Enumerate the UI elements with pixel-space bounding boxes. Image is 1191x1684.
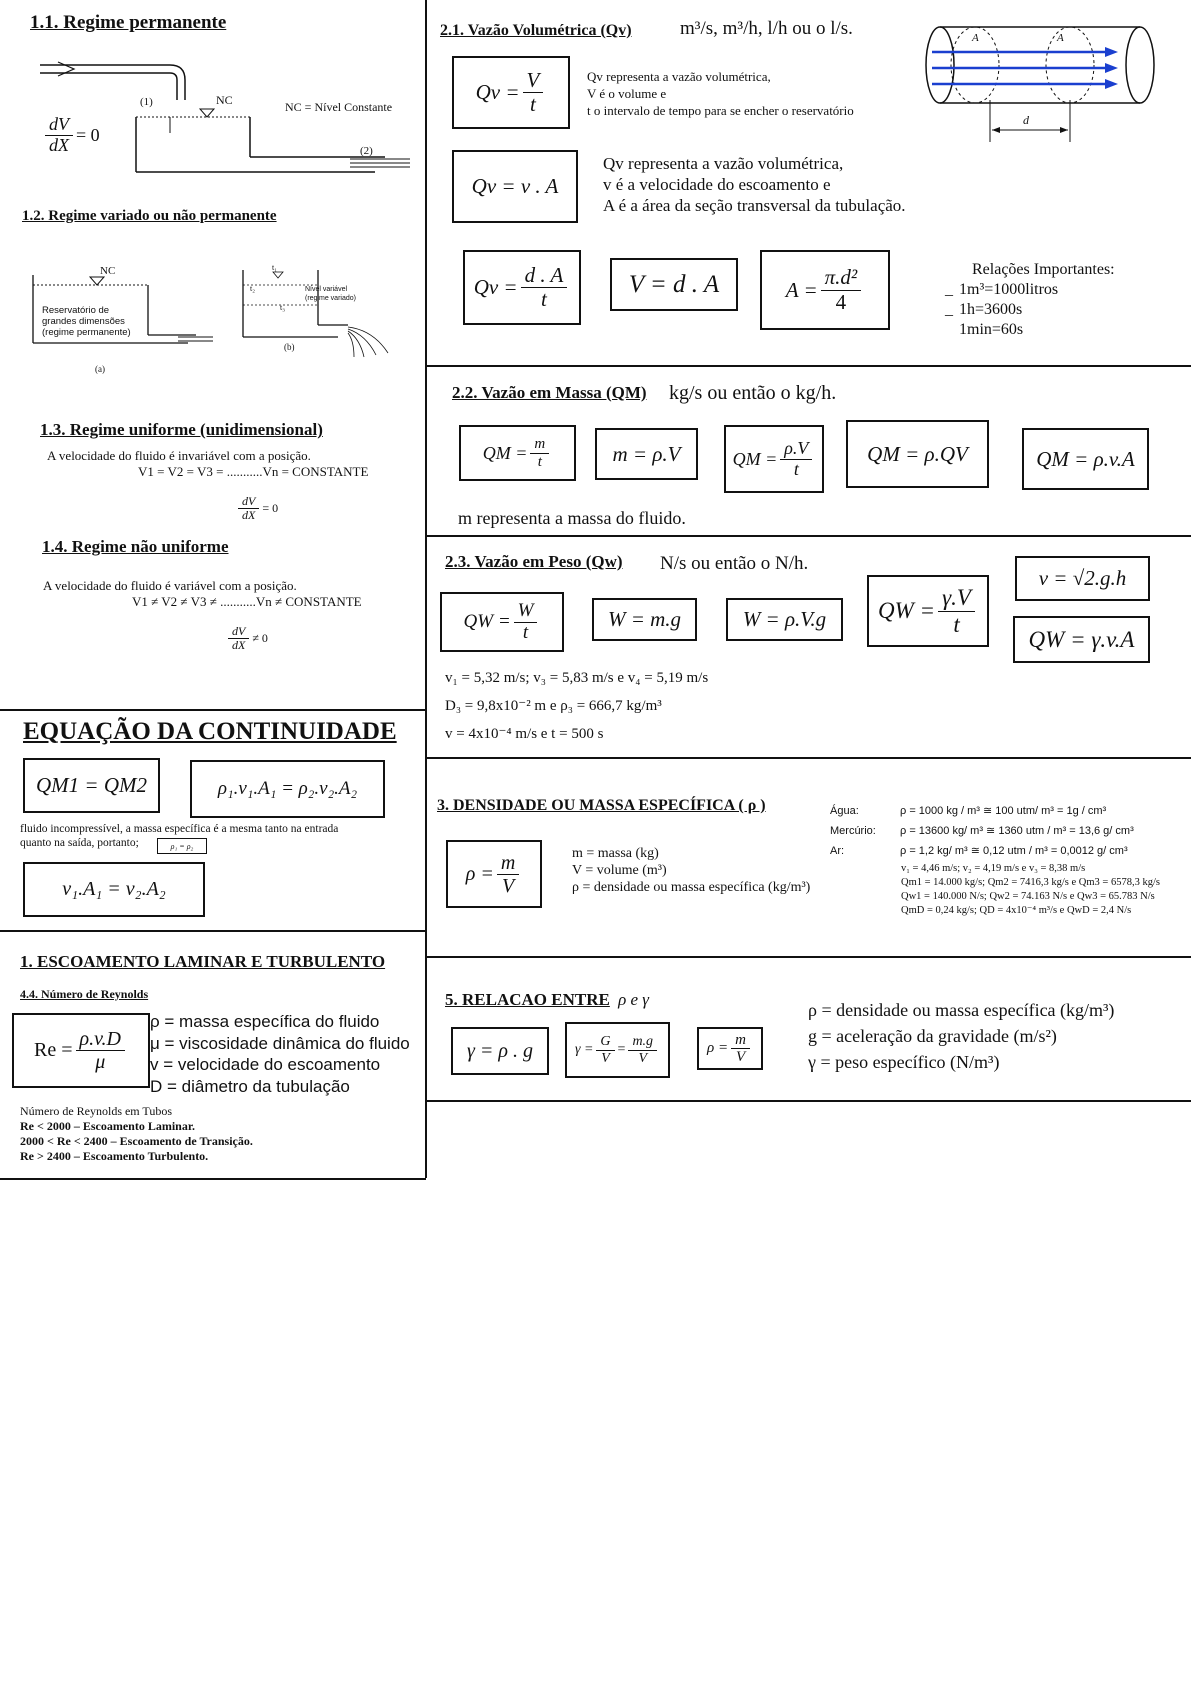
reynolds-def-rho: ρ = massa específica do fluido [150, 1012, 380, 1031]
section-title-5 [445, 990, 649, 1010]
section-title-5-text: 5. RELACAO ENTRE [445, 990, 610, 1009]
relation-def-g: g = aceleração da gravidade (m/s²) [808, 1026, 1057, 1046]
qw-eq4-lhs: QW = [878, 598, 936, 623]
qm-eq1-lhs: QM = [482, 442, 528, 463]
section-title-2-3: 2.3. Vazão em Peso (Qw) [445, 552, 623, 571]
area-eq-den: 4 [835, 289, 847, 314]
nc-label-1-2: NC [100, 265, 116, 277]
air-label: Ar: [830, 845, 845, 857]
section-title-2-1: 2.1. Vazão Volumétrica (Qv) [440, 22, 632, 39]
ratio-eq-lhs: γ = [574, 1042, 594, 1057]
density-ratio-eq [697, 1027, 763, 1070]
caption-a: (a) [95, 364, 105, 374]
qv-desc-2-line-2: v é a velocidade do escoamento e [603, 175, 831, 194]
reynolds-turbulent: Re > 2400 – Escoamento Turbulento. [20, 1149, 209, 1163]
reynolds-ranges [20, 1104, 253, 1164]
qv-eq1-lhs: Qv = [475, 80, 520, 104]
density-ratio-den: V [735, 1049, 746, 1065]
mass-units: kg/s ou então o kg/h. [669, 382, 837, 404]
weight-values [445, 664, 708, 748]
qw-eq1-lhs: QW = [463, 611, 511, 632]
exercise-values-4: QmD = 0,24 kg/s; QD = 4x10⁻⁴ m³/s e QwD = 2,4 N/s [901, 905, 1132, 916]
qw-eq1-num: W [514, 601, 538, 623]
qv-desc-1-line-1: Qv representa a vazão volumétrica, [587, 69, 771, 84]
ratio-eq-n2: m.g [628, 1034, 657, 1050]
relation-1: _ 1m³=1000litros [945, 281, 1059, 298]
qw-specific-weight-eq [867, 575, 989, 647]
mercury-label: Mercúrio: [830, 825, 876, 837]
fluid-densities [830, 801, 1134, 861]
relation-3-text: 1min=60s [959, 321, 1024, 338]
weight-mass-eq: W = m.g [592, 598, 697, 641]
qv-desc-2-line-1: Qv representa a vazão volumétrica, [603, 154, 844, 173]
density-eq-num: m [497, 852, 519, 875]
area-eq-num: π.d² [821, 266, 862, 290]
derivative-equation-1-4: $\frac{dV}{dX}$ ≠ 0 [225, 625, 268, 652]
density-equal-box: ρ₁ = ρ₂ [157, 838, 207, 854]
derivative-equation-1-1: $\frac{dV}{dX}$ = 0 [42, 115, 100, 156]
exercise-values-3: Qw1 = 140.000 N/s; Qw2 = 74.163 N/s e Qw3 = 65.783 N/s [901, 891, 1155, 902]
mercury-value: ρ = 13600 kg/ m³ ≅ 1360 utm / m³ = 13,6 g/ cm³ [900, 825, 1134, 837]
qv-eq1-den: t [530, 92, 536, 116]
qm-eq3-den: t [793, 458, 799, 479]
qv-eq3-den: t [541, 287, 547, 311]
density-def-v: V = volume (m³) [572, 863, 667, 878]
qw-eq4-den: t [953, 611, 960, 637]
relation-def-gamma: γ = peso específico (N/m³) [808, 1052, 1000, 1072]
qm-mass-time-eq [459, 425, 576, 481]
specific-weight-ratio-eq: γ = $\frac{G}{V}$ = $\frac{m.g}{V}$ [565, 1022, 670, 1078]
incompressible-note-2: quanto na saída, portanto; [20, 837, 139, 849]
reynolds-numerator: ρ.v.D [76, 1028, 125, 1051]
qw-eq4-num: γ.V [938, 585, 975, 611]
incompressible-note-1: fluido incompressível, a massa específica é a mesma tanto na entrada [20, 823, 339, 835]
volumetric-units: m³/s, m³/h, l/h ou o l/s. [680, 18, 853, 39]
uniform-line-2: V1 = V2 = V3 = ...........Vn = CONSTANTE [138, 464, 369, 479]
nonuniform-line-2: V1 ≠ V2 ≠ V3 ≠ ...........Vn ≠ CONSTANTE [132, 594, 362, 609]
t2-label: t₂ [250, 284, 256, 293]
vertical-divider [425, 0, 427, 1178]
uniform-line-1: A velocidade do fluido é invariável com a posição. [47, 448, 311, 463]
relation-def-rho: ρ = densidade ou massa específica (kg/m³) [808, 1000, 1115, 1020]
right-divider-4 [426, 956, 1191, 958]
qv-velocity-area-eq: Qv = v . A [452, 150, 578, 223]
density-eq-den: V [501, 874, 515, 897]
density-def-m: m = massa (kg) [572, 846, 659, 861]
qv-desc-2 [603, 153, 906, 216]
left-divider-2 [0, 930, 426, 932]
weight-values-line-3: v = 4x10⁻⁴ m/s e t = 500 s [445, 726, 604, 742]
continuity-eq-mass: QM1 = QM2 [23, 758, 160, 813]
mass-note: m representa a massa do fluido. [458, 508, 686, 528]
qv-eq1-num: V [523, 69, 544, 93]
qv-distance-eq [463, 250, 581, 325]
left-divider-3 [0, 1178, 426, 1180]
reynolds-def-mu: μ = viscosidade dinâmica do fluido [150, 1033, 410, 1053]
reynolds-tubes-heading: Número de Reynolds em Tubos [20, 1104, 173, 1118]
t3-label: t₃ [280, 303, 286, 312]
right-divider-3 [426, 757, 1191, 759]
relation-3 [959, 320, 1115, 340]
section-title-2-2: 2.2. Vazão em Massa (QM) [452, 383, 647, 402]
right-divider-1 [426, 365, 1191, 367]
section-title-1-4: 1.4. Regime não uniforme [42, 537, 229, 556]
density-air [830, 841, 1134, 861]
torricelli-eq: v = √2.g.h [1015, 556, 1150, 601]
important-relations [945, 260, 1115, 340]
exercise-values-1: v₁ = 4,46 m/s; v₂ = 4,19 m/s e v₃ = 8,38 m/s [901, 863, 1086, 874]
exercise-values-2: Qm1 = 14.000 kg/s; Qm2 = 7416,3 kg/s e Qm3 = 6578,3 kg/s [901, 877, 1160, 888]
qv-desc-1-line-2: V é o volume e [587, 86, 667, 101]
pipe-diagram [920, 20, 1165, 145]
water-label: Água: [830, 805, 859, 817]
qm-eq3-lhs: QM = [732, 448, 778, 469]
continuity-eq-velocity: v₁.A₁ = v₂.A₂ [23, 862, 205, 917]
qw-weight-time-eq [440, 592, 564, 652]
reynolds-denominator: μ [95, 1051, 106, 1073]
relation-1-text: 1m³=1000litros [959, 281, 1059, 298]
pipe-label-a1: A [972, 32, 979, 44]
weight-density-eq: W = ρ.V.g [726, 598, 843, 641]
qw-velocity-area-eq: QW = γ.v.A [1013, 616, 1150, 663]
variable-level-caption-1: Nível variável [305, 286, 348, 293]
qm-density-qv-eq: QM = ρ.QV [846, 420, 989, 488]
ratio-eq-n1: G [596, 1034, 614, 1050]
continuity-title: EQUAÇÃO DA CONTINUIDADE [23, 718, 397, 745]
section-title-3: 3. DENSIDADE OU MASSA ESPECÍFICA ( ρ ) [437, 797, 766, 814]
ratio-eq-d1: V [601, 1050, 610, 1066]
reservoir-caption-3: (regime permanente) [42, 327, 131, 338]
reynolds-transition: 2000 < Re < 2400 – Escoamento de Transição. [20, 1134, 253, 1148]
qm-density-volume-eq [724, 425, 824, 493]
qv-eq3-num: d . A [521, 264, 568, 288]
weight-values-line-1: v₁ = 5,32 m/s; v₃ = 5,83 m/s e v₄ = 5,19 m/s [445, 670, 709, 686]
qm-density-velocity-area-eq: QM = ρ.v.A [1022, 428, 1149, 490]
density-ratio-num: m [731, 1032, 750, 1050]
qm-eq3-num: ρ.V [780, 439, 812, 460]
left-divider-1 [0, 709, 426, 711]
area-eq [760, 250, 890, 330]
t1-label: t₁ [272, 263, 278, 272]
density-eq-lhs: ρ = [465, 862, 494, 885]
density-ratio-lhs: ρ = [707, 1040, 729, 1056]
pipe-label-a2: A [1057, 32, 1064, 44]
reynolds-subtitle: 4.4. Número de Reynolds [20, 987, 149, 1001]
density-definitions [572, 845, 810, 896]
reynolds-def-v: v = velocidade do escoamento [150, 1055, 381, 1074]
point-1-label: (1) [140, 96, 153, 108]
density-def-rho: ρ = densidade ou massa específica (kg/m³) [572, 880, 811, 895]
relations-title: Relações Importantes: [972, 261, 1115, 278]
section-title-1-1: 1.1. Regime permanente [30, 12, 227, 33]
weight-units: N/s ou então o N/h. [660, 553, 809, 574]
qw-eq1-den: t [522, 621, 529, 643]
volume-distance-eq: V = d . A [610, 258, 738, 311]
section-title-1: 1. ESCOAMENTO LAMINAR E TURBULENTO [20, 952, 386, 971]
reynolds-lhs: Re = [34, 1039, 73, 1061]
qm-eq1-num: m [530, 436, 549, 454]
point-2-label: (2) [360, 145, 373, 157]
relation-2: _ 1h=3600s [945, 301, 1023, 318]
density-eq [446, 840, 542, 908]
reservoir-caption-1: Reservatório de [42, 305, 110, 316]
reynolds-equation [12, 1013, 150, 1088]
area-eq-lhs: A = [785, 277, 818, 302]
air-value: ρ = 1,2 kg/ m³ ≅ 0,12 utm / m³ = 0,0012 g/ cm³ [900, 845, 1128, 857]
pipe-label-d: d [1023, 113, 1029, 127]
ratio-eq-d2: V [638, 1050, 648, 1066]
nonuniform-line-1: A velocidade do fluido é variável com a posição. [43, 578, 297, 593]
specific-weight-eq: γ = ρ . g [451, 1027, 549, 1075]
variable-level-caption [305, 285, 356, 303]
qm-eq1-den: t [537, 453, 542, 470]
weight-values-line-2: D₃ = 9,8x10⁻² m e ρ₃ = 666,7 kg/m³ [445, 698, 662, 714]
density-water [830, 801, 1134, 821]
section-title-5-symbols: ρ e γ [618, 990, 649, 1009]
section-title-1-2: 1.2. Regime variado ou não permanente [22, 208, 277, 224]
exercise-values [901, 862, 1160, 918]
section-title-1-3: 1.3. Regime uniforme (unidimensional) [40, 420, 323, 439]
reservoir-caption-2: grandes dimensões [42, 316, 125, 327]
derivative-equation-1-3: $\frac{dV}{dX}$ = 0 [235, 495, 278, 522]
nc-label: NC [216, 93, 233, 107]
water-value: ρ = 1000 kg / m³ ≅ 100 utm/ m³ = 1g / cm³ [900, 805, 1107, 817]
reynolds-definitions [150, 1011, 410, 1097]
variable-level-caption-2: (regime variado) [305, 295, 356, 302]
qv-volume-time-eq [452, 56, 570, 129]
caption-b: (b) [284, 342, 295, 352]
relation-definitions [808, 997, 1114, 1075]
qv-desc-2-line-3: A é a área da seção transversal da tubulação. [603, 196, 906, 215]
density-mercury [830, 821, 1134, 841]
reynolds-def-d: D = diâmetro da tubulação [150, 1076, 350, 1096]
mass-density-eq: m = ρ.V [595, 428, 698, 480]
reynolds-laminar: Re < 2000 – Escoamento Laminar. [20, 1119, 196, 1133]
nc-legend: NC = Nível Constante [285, 100, 393, 114]
right-divider-5 [426, 1100, 1191, 1102]
qv-eq3-lhs: Qv = [473, 275, 518, 299]
reservoir-caption [42, 305, 131, 338]
right-divider-2 [426, 535, 1191, 537]
relation-2-text: 1h=3600s [959, 301, 1023, 318]
qv-desc-1-line-3: t o intervalo de tempo para se encher o reservatório [587, 103, 854, 118]
qv-desc-1 [587, 68, 854, 119]
continuity-eq-full: ρ₁.v₁.A₁ = ρ₂.v₂.A₂ [190, 760, 385, 818]
